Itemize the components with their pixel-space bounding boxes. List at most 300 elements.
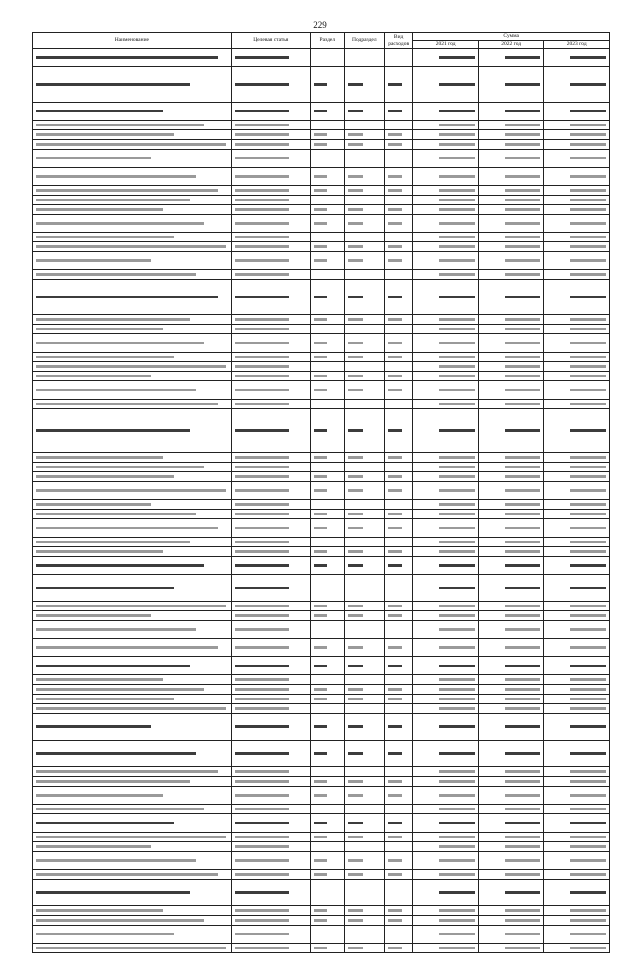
illegible-text-placeholder <box>348 564 364 567</box>
illegible-text-placeholder <box>505 628 540 631</box>
row-section-cell <box>310 315 344 325</box>
row-sum-2022-cell <box>478 500 544 510</box>
row-section-cell <box>310 639 344 657</box>
row-section-cell <box>310 102 344 120</box>
illegible-text-placeholder <box>235 725 290 728</box>
row-sum-2021-cell <box>413 195 479 205</box>
row-sum-2021-cell <box>413 804 479 814</box>
row-subsection-cell <box>344 381 384 399</box>
row-sum-2023-cell <box>544 399 610 409</box>
illegible-text-placeholder <box>314 189 327 192</box>
row-subsection-cell <box>344 704 384 714</box>
row-subsection-cell <box>344 362 384 372</box>
illegible-text-placeholder <box>36 527 218 530</box>
table-row <box>33 537 610 547</box>
row-name-cell <box>33 362 232 372</box>
illegible-text-placeholder <box>235 933 290 936</box>
illegible-text-placeholder <box>348 646 364 649</box>
illegible-text-placeholder <box>235 527 290 530</box>
illegible-text-placeholder <box>388 245 402 248</box>
illegible-text-placeholder <box>505 873 540 876</box>
row-expense-type-cell <box>384 574 413 601</box>
row-expense-type-cell <box>384 472 413 482</box>
row-name-cell <box>33 832 232 842</box>
illegible-text-placeholder <box>505 770 540 773</box>
row-sum-2022-cell <box>478 842 544 852</box>
row-sum-2021-cell <box>413 67 479 102</box>
illegible-text-placeholder <box>505 698 540 701</box>
illegible-text-placeholder <box>36 513 196 516</box>
row-section-cell <box>310 324 344 334</box>
table-row <box>33 611 610 621</box>
row-section-cell <box>310 851 344 869</box>
illegible-text-placeholder <box>570 564 606 567</box>
row-section-cell <box>310 879 344 906</box>
row-section-cell <box>310 270 344 280</box>
illegible-text-placeholder <box>36 296 218 299</box>
row-expense-type-cell <box>384 842 413 852</box>
illegible-text-placeholder <box>388 873 402 876</box>
illegible-text-placeholder <box>36 475 174 478</box>
illegible-text-placeholder <box>439 794 474 797</box>
row-sum-2021-cell <box>413 814 479 832</box>
illegible-text-placeholder <box>314 947 327 950</box>
row-sum-2021-cell <box>413 315 479 325</box>
row-expense-type-cell <box>384 185 413 195</box>
row-sum-2023-cell <box>544 832 610 842</box>
table-row <box>33 242 610 252</box>
row-sum-2023-cell <box>544 481 610 499</box>
illegible-text-placeholder <box>348 752 364 755</box>
illegible-text-placeholder <box>570 646 606 649</box>
row-article-cell <box>231 500 310 510</box>
illegible-text-placeholder <box>505 665 540 668</box>
row-article-cell <box>231 767 310 777</box>
illegible-text-placeholder <box>388 564 402 567</box>
illegible-text-placeholder <box>36 245 226 248</box>
row-sum-2021-cell <box>413 102 479 120</box>
row-name-cell <box>33 409 232 453</box>
illegible-text-placeholder <box>348 143 364 146</box>
row-section-cell <box>310 462 344 472</box>
row-name-cell <box>33 214 232 232</box>
illegible-text-placeholder <box>235 808 290 811</box>
illegible-text-placeholder <box>570 891 606 894</box>
illegible-text-placeholder <box>439 83 474 86</box>
illegible-text-placeholder <box>36 365 226 368</box>
row-subsection-cell <box>344 547 384 557</box>
row-name-cell <box>33 915 232 925</box>
row-section-cell <box>310 906 344 916</box>
illegible-text-placeholder <box>235 375 290 378</box>
illegible-text-placeholder <box>348 780 364 783</box>
row-subsection-cell <box>344 537 384 547</box>
row-section-cell <box>310 409 344 453</box>
illegible-text-placeholder <box>505 947 540 950</box>
illegible-text-placeholder <box>439 845 474 848</box>
row-expense-type-cell <box>384 906 413 916</box>
row-name-cell <box>33 130 232 140</box>
illegible-text-placeholder <box>439 389 474 392</box>
illegible-text-placeholder <box>570 919 606 922</box>
illegible-text-placeholder <box>388 698 402 701</box>
illegible-text-placeholder <box>36 456 163 459</box>
illegible-text-placeholder <box>570 665 606 668</box>
row-expense-type-cell <box>384 102 413 120</box>
illegible-text-placeholder <box>235 836 290 839</box>
row-section-cell <box>310 694 344 704</box>
row-section-cell <box>310 334 344 352</box>
row-section-cell <box>310 252 344 270</box>
row-subsection-cell <box>344 601 384 611</box>
illegible-text-placeholder <box>235 770 290 773</box>
row-sum-2021-cell <box>413 120 479 130</box>
row-name-cell <box>33 195 232 205</box>
illegible-text-placeholder <box>570 678 606 681</box>
illegible-text-placeholder <box>235 189 290 192</box>
illegible-text-placeholder <box>314 859 327 862</box>
row-sum-2023-cell <box>544 252 610 270</box>
illegible-text-placeholder <box>439 124 474 127</box>
illegible-text-placeholder <box>439 614 474 617</box>
row-expense-type-cell <box>384 537 413 547</box>
illegible-text-placeholder <box>235 342 290 345</box>
illegible-text-placeholder <box>570 836 606 839</box>
row-sum-2023-cell <box>544 185 610 195</box>
illegible-text-placeholder <box>388 143 402 146</box>
illegible-text-placeholder <box>439 859 474 862</box>
illegible-text-placeholder <box>348 245 364 248</box>
row-sum-2022-cell <box>478 120 544 130</box>
illegible-text-placeholder <box>570 513 606 516</box>
row-subsection-cell <box>344 252 384 270</box>
row-article-cell <box>231 611 310 621</box>
row-sum-2021-cell <box>413 49 479 67</box>
row-sum-2023-cell <box>544 102 610 120</box>
illegible-text-placeholder <box>570 189 606 192</box>
row-sum-2022-cell <box>478 832 544 842</box>
row-expense-type-cell <box>384 704 413 714</box>
row-subsection-cell <box>344 481 384 499</box>
row-article-cell <box>231 252 310 270</box>
row-sum-2021-cell <box>413 481 479 499</box>
illegible-text-placeholder <box>348 614 364 617</box>
row-expense-type-cell <box>384 713 413 740</box>
table-row <box>33 713 610 740</box>
table-row <box>33 149 610 167</box>
illegible-text-placeholder <box>505 328 540 331</box>
row-expense-type-cell <box>384 657 413 675</box>
illegible-text-placeholder <box>36 725 151 728</box>
row-name-cell <box>33 519 232 537</box>
row-section-cell <box>310 195 344 205</box>
illegible-text-placeholder <box>36 503 151 506</box>
illegible-text-placeholder <box>235 614 290 617</box>
illegible-text-placeholder <box>439 475 474 478</box>
row-name-cell <box>33 205 232 215</box>
illegible-text-placeholder <box>36 466 204 469</box>
illegible-text-placeholder <box>348 296 364 299</box>
row-article-cell <box>231 242 310 252</box>
illegible-text-placeholder <box>348 688 364 691</box>
row-sum-2023-cell <box>544 906 610 916</box>
illegible-text-placeholder <box>439 550 474 553</box>
illegible-text-placeholder <box>505 222 540 225</box>
row-sum-2023-cell <box>544 675 610 685</box>
row-subsection-cell <box>344 120 384 130</box>
table-row <box>33 519 610 537</box>
illegible-text-placeholder <box>235 222 290 225</box>
row-expense-type-cell <box>384 334 413 352</box>
row-expense-type-cell <box>384 195 413 205</box>
row-sum-2021-cell <box>413 740 479 767</box>
illegible-text-placeholder <box>36 665 190 668</box>
illegible-text-placeholder <box>36 947 226 950</box>
illegible-text-placeholder <box>505 475 540 478</box>
row-sum-2021-cell <box>413 509 479 519</box>
illegible-text-placeholder <box>314 356 327 359</box>
illegible-text-placeholder <box>235 273 290 276</box>
illegible-text-placeholder <box>388 375 402 378</box>
illegible-text-placeholder <box>570 124 606 127</box>
row-expense-type-cell <box>384 167 413 185</box>
row-section-cell <box>310 574 344 601</box>
row-sum-2022-cell <box>478 547 544 557</box>
illegible-text-placeholder <box>388 456 402 459</box>
row-sum-2022-cell <box>478 943 544 953</box>
illegible-text-placeholder <box>36 541 190 544</box>
row-expense-type-cell <box>384 149 413 167</box>
row-subsection-cell <box>344 195 384 205</box>
illegible-text-placeholder <box>314 822 327 825</box>
illegible-text-placeholder <box>235 919 290 922</box>
illegible-text-placeholder <box>505 403 540 406</box>
row-sum-2021-cell <box>413 537 479 547</box>
header-year-2022: 2022 год <box>478 41 544 49</box>
row-sum-2022-cell <box>478 814 544 832</box>
row-article-cell <box>231 657 310 675</box>
row-section-cell <box>310 804 344 814</box>
illegible-text-placeholder <box>314 614 327 617</box>
table-row <box>33 371 610 381</box>
illegible-text-placeholder <box>439 245 474 248</box>
illegible-text-placeholder <box>36 698 174 701</box>
row-name-cell <box>33 399 232 409</box>
illegible-text-placeholder <box>570 429 606 432</box>
illegible-text-placeholder <box>314 527 327 530</box>
row-name-cell <box>33 685 232 695</box>
row-name-cell <box>33 453 232 463</box>
illegible-text-placeholder <box>36 859 196 862</box>
row-sum-2021-cell <box>413 842 479 852</box>
row-article-cell <box>231 879 310 906</box>
illegible-text-placeholder <box>388 389 402 392</box>
illegible-text-placeholder <box>314 429 327 432</box>
row-sum-2022-cell <box>478 453 544 463</box>
row-subsection-cell <box>344 67 384 102</box>
row-expense-type-cell <box>384 832 413 842</box>
row-article-cell <box>231 49 310 67</box>
illegible-text-placeholder <box>439 752 474 755</box>
row-article-cell <box>231 232 310 242</box>
table-row <box>33 906 610 916</box>
row-article-cell <box>231 67 310 102</box>
row-sum-2021-cell <box>413 574 479 601</box>
row-article-cell <box>231 371 310 381</box>
table-row <box>33 574 610 601</box>
illegible-text-placeholder <box>314 698 327 701</box>
row-sum-2022-cell <box>478 252 544 270</box>
row-sum-2021-cell <box>413 270 479 280</box>
row-name-cell <box>33 381 232 399</box>
row-sum-2023-cell <box>544 67 610 102</box>
row-sum-2021-cell <box>413 399 479 409</box>
row-sum-2022-cell <box>478 214 544 232</box>
row-article-cell <box>231 851 310 869</box>
illegible-text-placeholder <box>505 489 540 492</box>
illegible-text-placeholder <box>439 208 474 211</box>
budget-table <box>32 32 610 953</box>
table-row <box>33 481 610 499</box>
illegible-text-placeholder <box>439 725 474 728</box>
row-section-cell <box>310 842 344 852</box>
row-sum-2021-cell <box>413 205 479 215</box>
illegible-text-placeholder <box>570 587 606 590</box>
table-row <box>33 270 610 280</box>
row-subsection-cell <box>344 453 384 463</box>
illegible-text-placeholder <box>36 909 163 912</box>
row-section-cell <box>310 120 344 130</box>
row-subsection-cell <box>344 500 384 510</box>
illegible-text-placeholder <box>570 489 606 492</box>
illegible-text-placeholder <box>235 947 290 950</box>
row-section-cell <box>310 832 344 842</box>
row-subsection-cell <box>344 315 384 325</box>
illegible-text-placeholder <box>348 919 364 922</box>
illegible-text-placeholder <box>505 678 540 681</box>
row-article-cell <box>231 601 310 611</box>
row-sum-2021-cell <box>413 675 479 685</box>
row-name-cell <box>33 620 232 638</box>
table-row <box>33 324 610 334</box>
row-name-cell <box>33 611 232 621</box>
illegible-text-placeholder <box>388 475 402 478</box>
row-article-cell <box>231 620 310 638</box>
row-article-cell <box>231 139 310 149</box>
illegible-text-placeholder <box>388 489 402 492</box>
illegible-text-placeholder <box>314 389 327 392</box>
illegible-text-placeholder <box>36 845 151 848</box>
row-sum-2021-cell <box>413 519 479 537</box>
illegible-text-placeholder <box>36 143 226 146</box>
illegible-text-placeholder <box>505 822 540 825</box>
illegible-text-placeholder <box>505 919 540 922</box>
row-subsection-cell <box>344 685 384 695</box>
row-article-cell <box>231 777 310 787</box>
row-name-cell <box>33 279 232 314</box>
row-subsection-cell <box>344 915 384 925</box>
row-sum-2021-cell <box>413 167 479 185</box>
header-target-article: Целевая статья <box>231 33 310 49</box>
illegible-text-placeholder <box>36 770 218 773</box>
row-article-cell <box>231 556 310 574</box>
illegible-text-placeholder <box>314 909 327 912</box>
row-article-cell <box>231 381 310 399</box>
table-row <box>33 195 610 205</box>
illegible-text-placeholder <box>235 456 290 459</box>
row-name-cell <box>33 694 232 704</box>
illegible-text-placeholder <box>36 646 218 649</box>
illegible-text-placeholder <box>570 157 606 160</box>
row-sum-2022-cell <box>478 102 544 120</box>
row-sum-2022-cell <box>478 315 544 325</box>
row-section-cell <box>310 49 344 67</box>
illegible-text-placeholder <box>439 808 474 811</box>
row-sum-2023-cell <box>544 324 610 334</box>
illegible-text-placeholder <box>235 365 290 368</box>
row-expense-type-cell <box>384 481 413 499</box>
row-subsection-cell <box>344 472 384 482</box>
row-sum-2021-cell <box>413 601 479 611</box>
row-sum-2023-cell <box>544 500 610 510</box>
row-article-cell <box>231 509 310 519</box>
row-sum-2021-cell <box>413 381 479 399</box>
row-sum-2021-cell <box>413 214 479 232</box>
illegible-text-placeholder <box>314 245 327 248</box>
illegible-text-placeholder <box>388 356 402 359</box>
illegible-text-placeholder <box>348 836 364 839</box>
illegible-text-placeholder <box>314 375 327 378</box>
illegible-text-placeholder <box>570 110 606 113</box>
row-expense-type-cell <box>384 777 413 787</box>
row-sum-2022-cell <box>478 371 544 381</box>
row-sum-2021-cell <box>413 869 479 879</box>
table-row <box>33 120 610 130</box>
illegible-text-placeholder <box>439 587 474 590</box>
row-expense-type-cell <box>384 399 413 409</box>
row-expense-type-cell <box>384 371 413 381</box>
illegible-text-placeholder <box>570 175 606 178</box>
illegible-text-placeholder <box>235 845 290 848</box>
illegible-text-placeholder <box>439 236 474 239</box>
illegible-text-placeholder <box>570 688 606 691</box>
row-article-cell <box>231 362 310 372</box>
illegible-text-placeholder <box>36 133 174 136</box>
row-article-cell <box>231 869 310 879</box>
row-section-cell <box>310 675 344 685</box>
row-article-cell <box>231 352 310 362</box>
row-name-cell <box>33 139 232 149</box>
illegible-text-placeholder <box>36 489 226 492</box>
illegible-text-placeholder <box>348 605 364 608</box>
illegible-text-placeholder <box>388 133 402 136</box>
row-name-cell <box>33 601 232 611</box>
table-row <box>33 472 610 482</box>
illegible-text-placeholder <box>505 780 540 783</box>
illegible-text-placeholder <box>314 836 327 839</box>
illegible-text-placeholder <box>439 342 474 345</box>
row-article-cell <box>231 713 310 740</box>
illegible-text-placeholder <box>570 389 606 392</box>
illegible-text-placeholder <box>570 199 606 202</box>
illegible-text-placeholder <box>570 56 606 59</box>
illegible-text-placeholder <box>314 550 327 553</box>
row-sum-2022-cell <box>478 167 544 185</box>
illegible-text-placeholder <box>439 189 474 192</box>
table-row <box>33 334 610 352</box>
row-name-cell <box>33 537 232 547</box>
row-section-cell <box>310 685 344 695</box>
